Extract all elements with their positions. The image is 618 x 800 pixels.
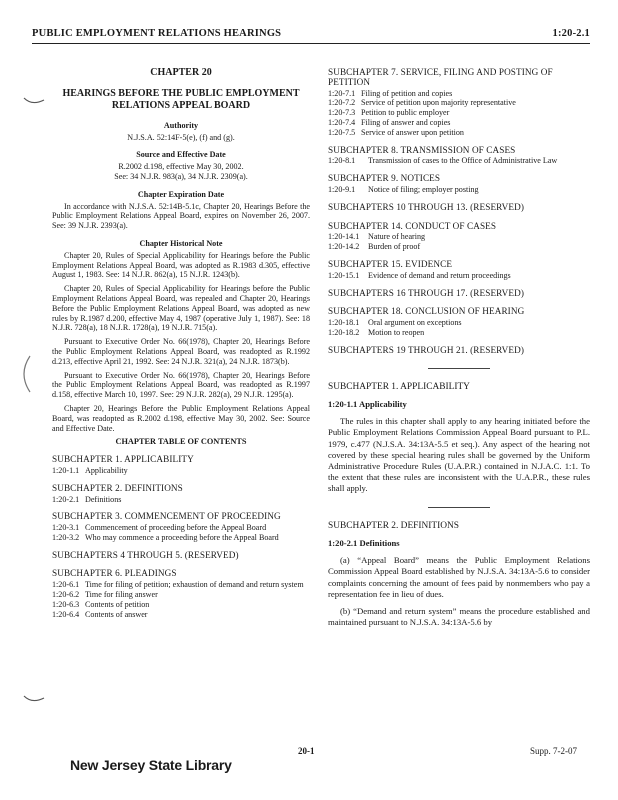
toc-entry bbox=[328, 232, 590, 242]
history-paragraph: Chapter 20, Rules of Special Applicability for Hearings before the Public Employment Relations Appeal Board, was adopted as R.1983 d.305, effective August 1, 1983. See: 14 N.J.R. 862(a), 15 N.J.R. 1243(b). bbox=[52, 250, 310, 280]
section-divider bbox=[428, 507, 490, 508]
expiration-text: In accordance with N.J.S.A. 52:14B-5.1c, Chapter 20, Hearings Before the Public Employment Relations Appeal Board, expires on November 26, 2007. See: 39 N.J.R. 2393(a). bbox=[52, 201, 310, 231]
history-paragraph: Pursuant to Executive Order No. 66(1978), Chapter 20, Hearings Before the Public Employment Relations Appeal Board, was readopted as R.1992 d.213, effective April 21, 1992. See: 24 N.J.R. 321(a), 24 N.J.R. 1873(b). bbox=[52, 337, 310, 366]
toc-entry-text: Definitions bbox=[85, 494, 122, 504]
chapter-number: CHAPTER 20 bbox=[150, 67, 212, 78]
section-divider bbox=[428, 368, 490, 369]
toc-subchapter-title: SUBCHAPTER 3. COMMENCEMENT OF PROCEEDING bbox=[52, 511, 281, 522]
toc-subchapter bbox=[52, 569, 310, 619]
toc-entry-text: Filing of answer and copies bbox=[361, 117, 451, 127]
toc-entry-text: Evidence of demand and return proceedings bbox=[368, 270, 511, 280]
toc-entry-text: Service of answer upon petition bbox=[361, 127, 464, 137]
toc-entry bbox=[52, 533, 310, 543]
toc-entry bbox=[52, 600, 310, 610]
toc-subchapter-title: SUBCHAPTER 9. NOTICES bbox=[328, 173, 441, 184]
authority-heading: Authority bbox=[163, 120, 199, 130]
toc-entry bbox=[328, 128, 590, 138]
toc-entry bbox=[328, 185, 590, 195]
toc-entry-text: Time for filing of petition; exhaustion of demand and return system bbox=[85, 580, 304, 590]
toc-entry-number: 1:20-2.1 bbox=[52, 494, 80, 504]
toc-entry-number: 1:20-6.2 bbox=[52, 590, 80, 600]
source-line: R.2002 d.198, effective May 30, 2002. bbox=[118, 162, 244, 172]
toc-entry-text: Filing of petition and copies bbox=[361, 88, 453, 98]
toc-entry-text: Oral argument on exceptions bbox=[368, 318, 462, 328]
header-title: PUBLIC EMPLOYMENT RELATIONS HEARINGS bbox=[32, 28, 282, 39]
toc-subchapter bbox=[328, 346, 590, 356]
margin-mark-icon bbox=[22, 693, 46, 705]
toc-entry-number: 1:20-14.1 bbox=[328, 232, 360, 242]
toc-subchapter-title: SUBCHAPTER 14. CONDUCT OF CASES bbox=[328, 220, 497, 231]
page-number: 20-1 bbox=[298, 746, 315, 756]
toc-entry-text: Contents of petition bbox=[85, 599, 150, 609]
toc-entry-number: 1:20-6.3 bbox=[52, 599, 80, 609]
source-line: See: 34 N.J.R. 983(a), 34 N.J.R. 2309(a). bbox=[114, 171, 248, 181]
toc-entry-number: 1:20-14.2 bbox=[328, 242, 360, 252]
toc-entry-number: 1:20-7.1 bbox=[328, 88, 356, 98]
toc-entry bbox=[328, 108, 590, 118]
toc-entry-text: Who may commence a proceeding before the Appeal Board bbox=[85, 532, 279, 542]
toc-entry-number: 1:20-9.1 bbox=[328, 184, 356, 194]
toc-subchapter bbox=[52, 455, 310, 476]
toc-subchapter-title: SUBCHAPTER 15. EVIDENCE bbox=[328, 258, 453, 269]
toc-heading: CHAPTER TABLE OF CONTENTS bbox=[115, 437, 247, 447]
toc-entry bbox=[328, 89, 590, 99]
section-title: 1:20-1.1 Applicability bbox=[328, 399, 407, 410]
toc-subchapter-title: SUBCHAPTER 18. CONCLUSION OF HEARING bbox=[328, 306, 525, 317]
toc-entry-text: Motion to reopen bbox=[368, 327, 425, 337]
toc-subchapter-title: SUBCHAPTERS 10 THROUGH 13. (RESERVED) bbox=[328, 201, 525, 212]
toc-entry bbox=[52, 466, 310, 476]
toc-entry-number: 1:20-7.2 bbox=[328, 98, 356, 108]
source-heading: Source and Effective Date bbox=[136, 150, 226, 160]
header-code: 1:20-2.1 bbox=[552, 28, 590, 39]
toc-entry-number: 1:20-6.4 bbox=[52, 609, 80, 619]
toc-entry bbox=[328, 242, 590, 252]
history-paragraph: Pursuant to Executive Order No. 66(1978), Chapter 20, Hearings Before the Public Employment Relations Appeal Board, was readopted as R.1997 d.158, effective March 10, 1997. See: 29 N.J.R. 282(a), 29 N.J.R. 1295(a). bbox=[52, 370, 310, 400]
definition-paragraph: (b) “Demand and return system” means the procedure established and maintained pursuant to N.J.S.A. 34:13A-5.6 by bbox=[328, 605, 590, 628]
toc-subchapter bbox=[328, 222, 590, 252]
toc-subchapter-title: SUBCHAPTER 8. TRANSMISSION OF CASES bbox=[328, 144, 516, 155]
toc-entry-number: 1:20-7.5 bbox=[328, 127, 356, 137]
toc-subchapter-title: SUBCHAPTER 1. APPLICABILITY bbox=[52, 454, 194, 465]
toc-subchapter bbox=[328, 307, 590, 337]
toc-entry-text: Contents of answer bbox=[85, 609, 148, 619]
toc-subchapter bbox=[328, 289, 590, 299]
toc-subchapter bbox=[328, 203, 590, 213]
history-paragraph: Chapter 20, Rules of Special Applicability for Hearings before the Public Employment Relations Appeal Board, was repealed and Chapter 20, Hearings Before the Public Employment Relations Appeal Board, was adopted as new rules by R.1987 d.200, effective May 4, 1987 (operative July 1, 1987). See: 18 N.J.R. 728(a), 18 N.J.R. 1728(a), 19 N.J.R. 715(a). bbox=[52, 284, 310, 333]
toc-entry-number: 1:20-7.4 bbox=[328, 117, 356, 127]
toc-entry bbox=[52, 580, 310, 590]
margin-bracket-icon bbox=[14, 354, 34, 394]
toc-subchapter bbox=[328, 146, 590, 167]
toc-subchapter-title: SUBCHAPTER 6. PLEADINGS bbox=[52, 568, 177, 579]
expiration-heading: Chapter Expiration Date bbox=[137, 189, 225, 199]
section-title: 1:20-2.1 Definitions bbox=[328, 538, 400, 549]
running-header bbox=[32, 28, 590, 42]
subchapter-heading: SUBCHAPTER 2. DEFINITIONS bbox=[328, 520, 459, 531]
supplement-date: Supp. 7-2-07 bbox=[530, 746, 577, 756]
toc-entry-text: Nature of hearing bbox=[368, 232, 426, 242]
toc-entry-number: 1:20-7.3 bbox=[328, 108, 356, 118]
toc-entry-text: Burden of proof bbox=[368, 242, 421, 252]
toc-subchapter-title: SUBCHAPTERS 4 THROUGH 5. (RESERVED) bbox=[52, 549, 239, 560]
toc-entry-number: 1:20-1.1 bbox=[52, 465, 80, 475]
chapter-title: HEARINGS BEFORE THE PUBLIC EMPLOYMENT RELATIONS APPEAL BOARD bbox=[62, 87, 300, 111]
toc-entry-text: Applicability bbox=[85, 465, 128, 475]
toc-subchapter bbox=[52, 484, 310, 505]
toc-entry-text: Time for filing answer bbox=[85, 590, 158, 600]
toc-entry bbox=[52, 495, 310, 505]
toc-entry bbox=[328, 118, 590, 128]
toc-subchapter bbox=[328, 174, 590, 195]
toc-entry bbox=[328, 318, 590, 328]
toc-entry-number: 1:20-18.1 bbox=[328, 318, 360, 328]
authority-text: N.J.S.A. 52:14F-5(e), (f) and (g). bbox=[127, 132, 235, 142]
toc-entry bbox=[52, 590, 310, 600]
history-heading: Chapter Historical Note bbox=[139, 238, 223, 248]
definition-paragraph: (a) “Appeal Board” means the Public Employment Relations Commission Appeal Board established by N.J.S.A. 34:13A-5.6 to consider complaints concerning the amount of fees paid by nonmembers who pay a representation fee in lieu of dues. bbox=[328, 555, 590, 599]
toc-entry-text: Service of petition upon majority representative bbox=[361, 98, 516, 108]
section-text: The rules in this chapter shall apply to any hearing initiated before the Public Employment Relations Commission Appeal Board pursuant to P.L. 1979, c.477 (N.J.S.A. 34:13A-5.5 et seq.). Any aspect of the hearing not covered by these special hearing rules shall be governed by the Uniform Administrative Procedure Rules (U.A.P.R.) contained in N.J.A.C. 1:1. To the extent that these rules are inconsistent with the U.A.P.R., these rules shall apply. bbox=[328, 416, 590, 494]
toc-entry-number: 1:20-6.1 bbox=[52, 580, 80, 590]
toc-subchapter bbox=[328, 68, 590, 138]
toc-entry-number: 1:20-3.2 bbox=[52, 532, 80, 542]
margin-mark-icon bbox=[22, 94, 46, 108]
header-rule bbox=[32, 43, 590, 44]
right-column bbox=[328, 68, 590, 634]
toc-entry bbox=[328, 98, 590, 108]
library-watermark: New Jersey State Library bbox=[70, 757, 232, 773]
toc-entry bbox=[328, 156, 590, 166]
toc-entry-text: Petition to public employer bbox=[361, 108, 450, 118]
toc-entry-text: Transmission of cases to the Office of Administrative Law bbox=[368, 156, 558, 166]
toc-entry-number: 1:20-15.1 bbox=[328, 270, 360, 280]
toc-entry-text: Commencement of proceeding before the Appeal Board bbox=[85, 523, 267, 533]
toc-entry-number: 1:20-18.2 bbox=[328, 327, 360, 337]
left-column bbox=[52, 68, 310, 619]
subchapter-heading: SUBCHAPTER 1. APPLICABILITY bbox=[328, 381, 470, 392]
toc-entry-number: 1:20-3.1 bbox=[52, 523, 80, 533]
toc-subchapter bbox=[328, 260, 590, 281]
toc-entry bbox=[328, 271, 590, 281]
toc-entry bbox=[328, 328, 590, 338]
toc-entry-number: 1:20-8.1 bbox=[328, 156, 356, 166]
toc-entry bbox=[52, 523, 310, 533]
toc-entry-text: Notice of filing; employer posting bbox=[368, 184, 479, 194]
toc-subchapter bbox=[52, 512, 310, 542]
toc-subchapter bbox=[52, 551, 310, 561]
toc-entry bbox=[52, 610, 310, 620]
toc-subchapter-title: SUBCHAPTER 2. DEFINITIONS bbox=[52, 482, 183, 493]
toc-subchapter-title: SUBCHAPTER 7. SERVICE, FILING AND POSTING OF PETITION bbox=[328, 67, 553, 87]
history-paragraph: Chapter 20, Hearings Before the Public Employment Relations Appeal Board, was readopted as R.2002 d.198, effective May 30, 2002. See: Source and Effective Date. bbox=[52, 403, 310, 433]
toc-subchapter-title: SUBCHAPTERS 16 THROUGH 17. (RESERVED) bbox=[328, 287, 525, 298]
toc-subchapter-title: SUBCHAPTERS 19 THROUGH 21. (RESERVED) bbox=[328, 344, 525, 355]
